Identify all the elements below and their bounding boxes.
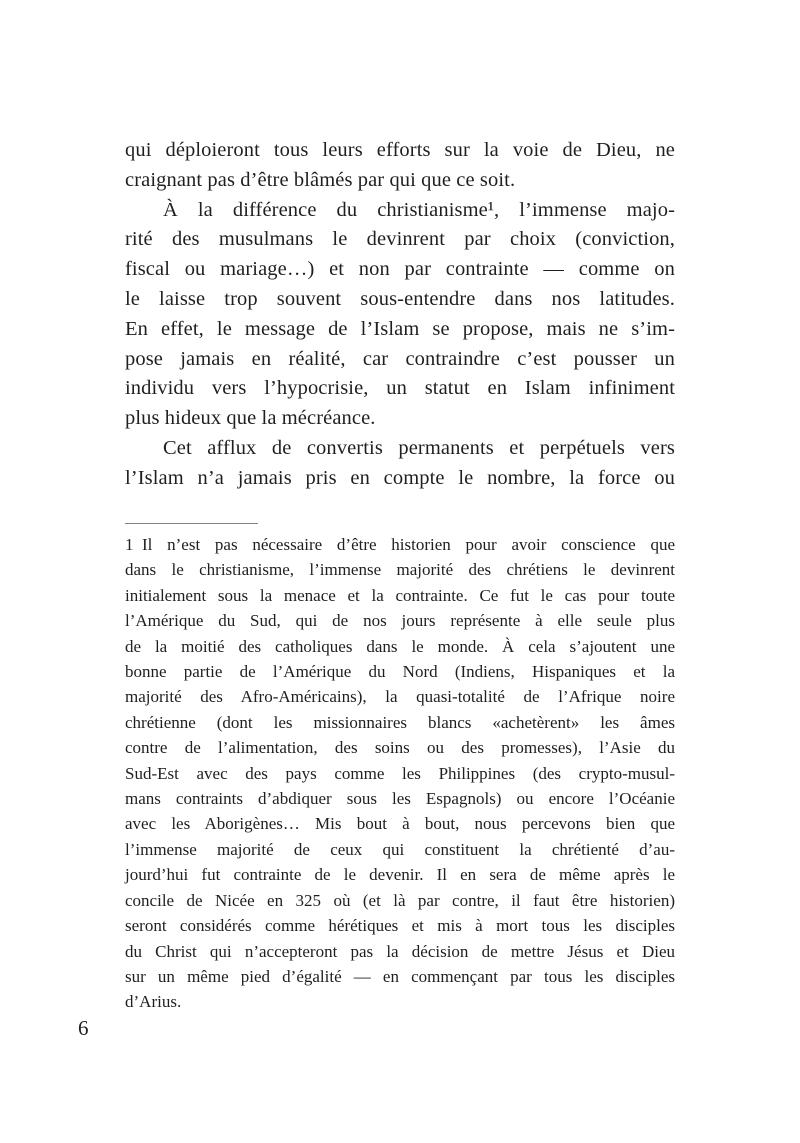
text-line: individu vers l’hypocrisie, un statut en Islam infiniment xyxy=(125,377,675,400)
footnote-separator xyxy=(125,523,258,524)
text-line: chrétienne (dont les missionnaires blancs «achetèrent» les âmes xyxy=(125,712,675,732)
text-line: plus hideux que la mécréance. xyxy=(125,407,376,430)
text-line: Cet afflux de convertis permanents et perpétuels vers xyxy=(163,436,675,459)
footnote xyxy=(125,532,675,1015)
text-line: À la différence du christianisme¹, l’immense majo- xyxy=(163,198,675,221)
text-line: qui déploieront tous leurs efforts sur la voie de Dieu, ne xyxy=(125,139,675,161)
text-line: avec les Aborigènes… Mis bout à bout, nous percevons bien que xyxy=(125,814,675,834)
text-line: de la moitié des catholiques dans le monde. À cela s’ajoutent une xyxy=(125,636,675,656)
text-line: craignant pas d’être blâmés par qui que ce soit. xyxy=(125,168,516,191)
text-line: bonne partie de l’Amérique du Nord (Indiens, Hispaniques et la xyxy=(125,662,675,682)
text-line: fiscal ou mariage…) et non par contrainte — comme on xyxy=(125,258,675,281)
text-line: l’Islam n’a jamais pris en compte le nombre, la force ou xyxy=(125,466,675,489)
text-line: concile de Nicée en 325 où (et là par contre, il faut être historien) xyxy=(125,890,675,910)
text-line: jourd’hui fut contrainte de le devenir. Il en sera de même après le xyxy=(125,865,675,885)
text-line: initialement sous la menace et la contrainte. Ce fut le cas pour toute xyxy=(125,585,675,605)
text-line: dans le christianisme, l’immense majorité des chrétiens le devinrent xyxy=(125,560,675,580)
text-line: seront considérés comme hérétiques et mis à mort tous les disciples xyxy=(125,916,675,936)
body-text xyxy=(125,136,675,494)
text-line: d’Arius. xyxy=(125,992,182,1012)
text-line: contre de l’alimentation, des soins ou des promesses), l’Asie du xyxy=(125,738,675,758)
text-line: En effet, le message de l’Islam se propose, mais ne s’im- xyxy=(125,317,675,340)
text-line: rité des musulmans le devinrent par choix (conviction, xyxy=(125,228,675,251)
text-line: l’Amérique du Sud, qui de nos jours représente à elle seule plus xyxy=(125,611,675,631)
text-line: le laisse trop souvent sous-entendre dans nos latitudes. xyxy=(125,287,675,310)
page-number: 6 xyxy=(78,1016,89,1040)
text-line: du Christ qui n’accepteront pas la décision de mettre Jésus et Dieu xyxy=(125,941,675,961)
text-line: majorité des Afro-Américains), la quasi-totalité de l’Afrique noire xyxy=(125,687,675,707)
text-line: pose jamais en réalité, car contraindre c’est pousser un xyxy=(125,347,675,370)
text-line: Sud-Est avec des pays comme les Philippines (des crypto-musul- xyxy=(125,763,675,783)
text-line: 1 Il n’est pas nécessaire d’être historien pour avoir conscience que xyxy=(125,535,675,554)
text-line: mans contraints d’abdiquer sous les Espagnols) ou encore l’Océanie xyxy=(125,789,675,809)
text-line: l’immense majorité de ceux qui constituent la chrétienté d’au- xyxy=(125,839,675,859)
text-line: sur un même pied d’égalité — en commençant par tous les disciples xyxy=(125,966,675,986)
